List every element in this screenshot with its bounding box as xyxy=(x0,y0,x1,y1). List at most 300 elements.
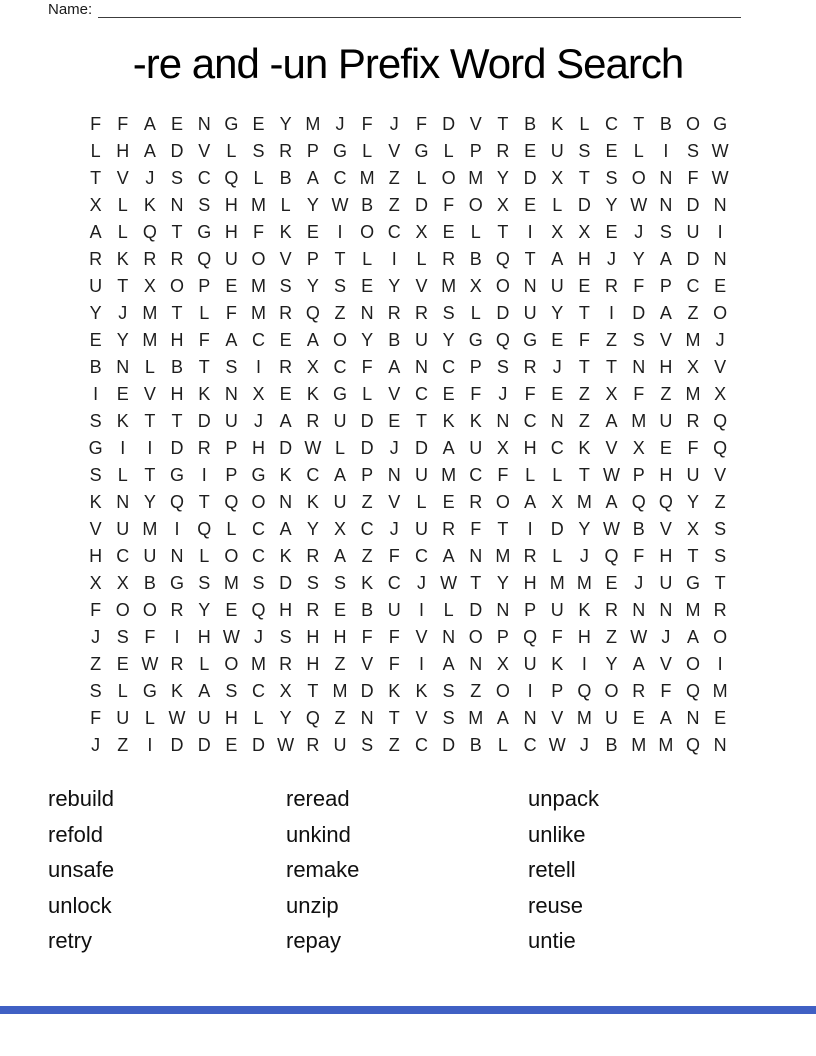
grid-cell-r15-c1: K xyxy=(89,492,102,512)
grid-cell-r13-c21: X xyxy=(632,438,645,458)
grid-cell-r7-c5: P xyxy=(198,276,211,296)
grid-cell-r2-c10: G xyxy=(332,141,347,161)
grid-cell-r2-c19: S xyxy=(578,141,591,161)
grid-cell-r1-c13: F xyxy=(415,114,427,134)
grid-cell-r18-c17: H xyxy=(523,573,537,593)
grid-cell-r17-c12: F xyxy=(388,546,400,566)
grid-cell-r16-c17: I xyxy=(527,519,533,539)
grid-cell-r18-c15: T xyxy=(470,573,482,593)
grid-cell-r2-c7: S xyxy=(252,141,265,161)
grid-cell-r24-c9: R xyxy=(306,735,320,755)
grid-cell-r17-c5: L xyxy=(199,546,210,566)
grid-cell-r15-c5: T xyxy=(198,492,210,512)
grid-cell-r2-c16: R xyxy=(496,141,510,161)
grid-cell-r4-c11: B xyxy=(361,195,374,215)
grid-cell-r18-c8: D xyxy=(279,573,293,593)
word-list-item: unsafe xyxy=(48,857,115,883)
grid-cell-r6-c15: B xyxy=(469,249,482,269)
grid-cell-r4-c15: O xyxy=(468,195,483,215)
grid-cell-r24-c21: M xyxy=(631,735,647,755)
grid-cell-r22-c23: Q xyxy=(686,681,701,701)
grid-cell-r3-c19: T xyxy=(578,168,590,188)
grid-cell-r16-c3: M xyxy=(142,519,158,539)
grid-cell-r3-c11: M xyxy=(359,168,375,188)
grid-cell-r19-c17: P xyxy=(524,600,537,620)
grid-cell-r12-c17: C xyxy=(523,411,537,431)
grid-cell-r4-c2: L xyxy=(117,195,128,215)
grid-cell-r8-c17: U xyxy=(523,303,537,323)
grid-cell-r16-c7: C xyxy=(252,519,266,539)
grid-cell-r23-c3: L xyxy=(144,708,155,728)
grid-cell-r12-c14: K xyxy=(442,411,455,431)
grid-cell-r11-c23: M xyxy=(685,384,701,404)
grid-cell-r23-c4: W xyxy=(168,708,186,728)
grid-cell-r6-c6: U xyxy=(224,249,238,269)
grid-cell-r5-c20: E xyxy=(605,222,618,242)
grid-cell-r18-c22: U xyxy=(659,573,673,593)
word-list-item: retell xyxy=(528,857,576,883)
grid-cell-r4-c10: W xyxy=(331,195,349,215)
grid-cell-r18-c21: J xyxy=(634,573,644,593)
grid-cell-r17-c18: L xyxy=(552,546,563,566)
grid-cell-r1-c16: T xyxy=(497,114,509,134)
grid-cell-r6-c3: R xyxy=(143,249,157,269)
grid-cell-r12-c1: S xyxy=(89,411,102,431)
grid-cell-r1-c9: M xyxy=(305,114,321,134)
grid-cell-r17-c8: K xyxy=(279,546,292,566)
grid-cell-r23-c24: E xyxy=(714,708,727,728)
grid-cell-r17-c16: M xyxy=(495,546,511,566)
grid-cell-r16-c19: Y xyxy=(578,519,591,539)
grid-cell-r1-c5: N xyxy=(197,114,211,134)
grid-cell-r6-c14: R xyxy=(442,249,456,269)
grid-cell-r24-c20: B xyxy=(605,735,618,755)
grid-cell-r21-c24: I xyxy=(717,654,723,674)
grid-cell-r2-c12: V xyxy=(388,141,401,161)
grid-cell-r21-c4: R xyxy=(170,654,184,674)
grid-cell-r5-c6: H xyxy=(224,222,238,242)
grid-cell-r18-c24: T xyxy=(714,573,726,593)
grid-cell-r5-c9: E xyxy=(306,222,319,242)
grid-cell-r8-c8: R xyxy=(279,303,293,323)
grid-cell-r7-c15: X xyxy=(469,276,482,296)
grid-cell-r14-c20: W xyxy=(603,465,621,485)
grid-cell-r10-c5: T xyxy=(198,357,210,377)
grid-cell-r18-c2: X xyxy=(116,573,129,593)
grid-cell-r16-c1: V xyxy=(89,519,102,539)
grid-cell-r2-c5: V xyxy=(198,141,211,161)
grid-cell-r3-c7: L xyxy=(253,168,264,188)
word-list-column xyxy=(48,781,114,959)
grid-cell-r2-c21: L xyxy=(633,141,644,161)
grid-cell-r15-c6: Q xyxy=(224,492,239,512)
grid-cell-r10-c10: C xyxy=(333,357,347,377)
grid-cell-r19-c4: R xyxy=(170,600,184,620)
grid-cell-r7-c18: U xyxy=(550,276,564,296)
grid-cell-r8-c1: Y xyxy=(89,303,102,323)
grid-cell-r17-c1: H xyxy=(89,546,103,566)
grid-cell-r10-c23: X xyxy=(687,357,700,377)
grid-cell-r23-c15: M xyxy=(468,708,484,728)
grid-cell-r6-c7: O xyxy=(251,249,266,269)
grid-cell-r21-c5: L xyxy=(199,654,210,674)
grid-cell-r19-c9: R xyxy=(306,600,320,620)
grid-cell-r3-c18: X xyxy=(551,168,564,188)
word-list-item: remake xyxy=(286,857,360,883)
grid-cell-r9-c15: G xyxy=(468,330,483,350)
grid-cell-r5-c24: I xyxy=(717,222,723,242)
grid-cell-r6-c22: A xyxy=(659,249,672,269)
grid-cell-r20-c5: H xyxy=(197,627,211,647)
grid-cell-r17-c10: A xyxy=(333,546,346,566)
grid-cell-r19-c23: M xyxy=(685,600,701,620)
grid-cell-r7-c4: O xyxy=(170,276,185,296)
grid-cell-r13-c13: D xyxy=(414,438,428,458)
grid-cell-r11-c4: H xyxy=(170,384,184,404)
grid-cell-r23-c12: T xyxy=(388,708,400,728)
grid-cell-r7-c19: E xyxy=(578,276,591,296)
grid-cell-r1-c23: O xyxy=(686,114,701,134)
grid-cell-r16-c4: I xyxy=(174,519,180,539)
grid-cell-r17-c11: Z xyxy=(361,546,373,566)
grid-cell-r2-c15: P xyxy=(469,141,482,161)
grid-cell-r1-c20: C xyxy=(605,114,619,134)
grid-cell-r17-c15: N xyxy=(469,546,483,566)
grid-cell-r15-c12: V xyxy=(388,492,401,512)
grid-cell-r7-c16: O xyxy=(495,276,510,296)
grid-cell-r19-c15: D xyxy=(469,600,483,620)
grid-cell-r16-c18: D xyxy=(550,519,564,539)
grid-cell-r24-c17: C xyxy=(523,735,537,755)
grid-cell-r4-c1: X xyxy=(89,195,102,215)
grid-cell-r14-c2: L xyxy=(117,465,128,485)
grid-cell-r5-c18: X xyxy=(551,222,564,242)
grid-cell-r9-c8: E xyxy=(279,330,292,350)
grid-cell-r11-c9: K xyxy=(306,384,319,404)
grid-cell-r24-c22: M xyxy=(658,735,674,755)
grid-cell-r10-c2: N xyxy=(116,357,130,377)
grid-cell-r18-c13: J xyxy=(416,573,426,593)
name-blank-line xyxy=(98,4,741,18)
grid-cell-r21-c10: Z xyxy=(334,654,346,674)
grid-cell-r18-c14: W xyxy=(440,573,458,593)
grid-cell-r6-c18: A xyxy=(551,249,564,269)
grid-cell-r22-c21: R xyxy=(632,681,646,701)
grid-cell-r8-c11: N xyxy=(360,303,374,323)
grid-cell-r6-c21: Y xyxy=(632,249,645,269)
grid-cell-r20-c11: F xyxy=(361,627,373,647)
grid-cell-r4-c12: Z xyxy=(388,195,400,215)
grid-cell-r15-c9: K xyxy=(306,492,319,512)
grid-cell-r9-c14: Y xyxy=(442,330,455,350)
grid-cell-r7-c12: Y xyxy=(388,276,401,296)
grid-cell-r1-c24: G xyxy=(713,114,728,134)
grid-cell-r21-c8: R xyxy=(279,654,293,674)
grid-cell-r18-c23: G xyxy=(686,573,701,593)
grid-cell-r18-c5: S xyxy=(198,573,211,593)
grid-cell-r13-c20: V xyxy=(605,438,618,458)
grid-cell-r3-c4: S xyxy=(171,168,184,188)
grid-cell-r8-c20: I xyxy=(609,303,615,323)
grid-cell-r20-c23: A xyxy=(687,627,700,647)
grid-cell-r20-c24: O xyxy=(713,627,728,647)
wordsearch-grid xyxy=(82,111,734,759)
grid-cell-r24-c4: D xyxy=(170,735,184,755)
grid-cell-r22-c7: C xyxy=(252,681,266,701)
grid-cell-r16-c13: U xyxy=(414,519,428,539)
grid-cell-r4-c16: X xyxy=(496,195,509,215)
grid-cell-r19-c7: Q xyxy=(251,600,266,620)
grid-cell-r20-c4: I xyxy=(174,627,180,647)
grid-cell-r15-c22: Q xyxy=(658,492,673,512)
grid-cell-r6-c17: T xyxy=(524,249,536,269)
grid-cell-r8-c23: Z xyxy=(687,303,699,323)
grid-cell-r19-c21: N xyxy=(632,600,646,620)
grid-cell-r15-c20: A xyxy=(605,492,618,512)
grid-cell-r4-c6: H xyxy=(224,195,238,215)
grid-cell-r21-c15: N xyxy=(469,654,483,674)
grid-cell-r20-c13: V xyxy=(415,627,428,647)
grid-cell-r11-c8: E xyxy=(279,384,292,404)
grid-cell-r7-c17: N xyxy=(523,276,537,296)
grid-cell-r17-c14: A xyxy=(442,546,455,566)
grid-cell-r1-c15: V xyxy=(469,114,482,134)
grid-cell-r3-c20: S xyxy=(605,168,618,188)
grid-cell-r17-c22: H xyxy=(659,546,673,566)
grid-cell-r15-c17: A xyxy=(524,492,537,512)
grid-cell-r9-c18: E xyxy=(551,330,564,350)
grid-cell-r21-c16: X xyxy=(496,654,509,674)
grid-cell-r16-c9: Y xyxy=(306,519,319,539)
grid-cell-r16-c2: U xyxy=(116,519,130,539)
grid-cell-r12-c24: Q xyxy=(713,411,728,431)
grid-cell-r14-c6: P xyxy=(225,465,238,485)
grid-cell-r3-c12: Z xyxy=(388,168,400,188)
grid-cell-r19-c5: Y xyxy=(198,600,211,620)
grid-cell-r21-c3: W xyxy=(141,654,159,674)
grid-cell-r12-c8: A xyxy=(279,411,292,431)
grid-cell-r20-c17: Q xyxy=(523,627,538,647)
grid-cell-r23-c19: M xyxy=(576,708,592,728)
grid-cell-r13-c2: I xyxy=(120,438,126,458)
grid-cell-r24-c15: B xyxy=(469,735,482,755)
grid-cell-r17-c9: R xyxy=(306,546,320,566)
grid-cell-r3-c2: V xyxy=(116,168,129,188)
grid-cell-r4-c24: N xyxy=(713,195,727,215)
grid-cell-r18-c16: Y xyxy=(496,573,509,593)
grid-cell-r10-c16: S xyxy=(496,357,509,377)
grid-cell-r24-c14: D xyxy=(442,735,456,755)
grid-cell-r13-c5: R xyxy=(197,438,211,458)
grid-cell-r10-c18: J xyxy=(552,357,562,377)
grid-cell-r15-c10: U xyxy=(333,492,347,512)
grid-cell-r7-c24: E xyxy=(714,276,727,296)
grid-cell-r7-c21: F xyxy=(633,276,645,296)
grid-cell-r1-c2: F xyxy=(117,114,129,134)
grid-cell-r20-c1: J xyxy=(91,627,101,647)
grid-cell-r9-c11: Y xyxy=(361,330,374,350)
grid-cell-r13-c11: D xyxy=(360,438,374,458)
grid-cell-r23-c8: Y xyxy=(279,708,292,728)
word-list-item: reuse xyxy=(528,892,584,918)
grid-cell-r7-c20: R xyxy=(605,276,619,296)
grid-cell-r22-c6: S xyxy=(225,681,238,701)
grid-cell-r20-c16: P xyxy=(496,627,509,647)
grid-cell-r14-c9: C xyxy=(306,465,320,485)
name-label: Name: xyxy=(48,1,93,18)
grid-cell-r22-c3: G xyxy=(142,681,157,701)
grid-cell-r10-c6: S xyxy=(225,357,238,377)
grid-cell-r24-c13: C xyxy=(414,735,428,755)
grid-cell-r22-c17: I xyxy=(527,681,533,701)
grid-cell-r19-c1: F xyxy=(90,600,102,620)
grid-cell-r20-c6: W xyxy=(222,627,240,647)
grid-cell-r15-c16: O xyxy=(495,492,510,512)
grid-cell-r17-c13: C xyxy=(414,546,428,566)
word-list-item: rebuild xyxy=(48,786,115,811)
grid-cell-r10-c1: B xyxy=(89,357,102,377)
grid-cell-r6-c9: P xyxy=(306,249,319,269)
grid-cell-r16-c12: J xyxy=(389,519,399,539)
grid-cell-r23-c5: U xyxy=(197,708,211,728)
grid-cell-r12-c6: U xyxy=(224,411,238,431)
grid-cell-r13-c23: F xyxy=(687,438,699,458)
grid-cell-r2-c2: H xyxy=(116,141,130,161)
grid-cell-r4-c23: D xyxy=(686,195,700,215)
grid-cell-r13-c9: W xyxy=(304,438,322,458)
grid-cell-r7-c7: M xyxy=(251,276,267,296)
grid-cell-r9-c24: J xyxy=(715,330,725,350)
grid-cell-r19-c16: N xyxy=(496,600,510,620)
grid-cell-r10-c8: R xyxy=(279,357,293,377)
grid-cell-r6-c1: R xyxy=(89,249,103,269)
grid-cell-r8-c21: D xyxy=(632,303,646,323)
grid-cell-r23-c7: L xyxy=(253,708,264,728)
grid-cell-r15-c21: Q xyxy=(631,492,646,512)
grid-cell-r6-c4: R xyxy=(170,249,184,269)
grid-cell-r4-c22: N xyxy=(659,195,673,215)
grid-cell-r24-c18: W xyxy=(548,735,566,755)
grid-cell-r3-c16: Y xyxy=(496,168,509,188)
grid-cell-r8-c3: M xyxy=(142,303,158,323)
grid-cell-r14-c3: T xyxy=(144,465,156,485)
grid-cell-r22-c1: S xyxy=(89,681,102,701)
grid-cell-r5-c21: J xyxy=(634,222,644,242)
grid-cell-r21-c20: Y xyxy=(605,654,618,674)
grid-cell-r18-c7: S xyxy=(252,573,265,593)
grid-cell-r5-c3: Q xyxy=(142,222,157,242)
grid-cell-r16-c23: X xyxy=(687,519,700,539)
grid-cell-r8-c9: Q xyxy=(305,303,320,323)
grid-cell-r2-c3: A xyxy=(143,141,156,161)
grid-cell-r9-c5: F xyxy=(198,330,210,350)
grid-cell-r5-c7: F xyxy=(253,222,265,242)
grid-cell-r4-c5: S xyxy=(198,195,211,215)
grid-cell-r13-c17: H xyxy=(523,438,537,458)
grid-cell-r4-c19: D xyxy=(577,195,591,215)
grid-cell-r2-c9: P xyxy=(306,141,319,161)
grid-cell-r2-c20: E xyxy=(605,141,618,161)
grid-cell-r16-c8: A xyxy=(279,519,292,539)
grid-cell-r23-c18: V xyxy=(551,708,564,728)
grid-cell-r10-c3: L xyxy=(144,357,155,377)
grid-cell-r5-c19: X xyxy=(578,222,591,242)
grid-cell-r9-c16: Q xyxy=(495,330,510,350)
grid-cell-r8-c15: L xyxy=(470,303,481,323)
grid-cell-r20-c3: F xyxy=(144,627,156,647)
grid-cell-r8-c5: L xyxy=(199,303,210,323)
grid-cell-r5-c5: G xyxy=(197,222,212,242)
grid-cell-r12-c20: A xyxy=(605,411,618,431)
grid-cell-r7-c6: E xyxy=(225,276,238,296)
grid-cell-r8-c4: T xyxy=(171,303,183,323)
grid-cell-r3-c13: L xyxy=(416,168,427,188)
grid-cell-r10-c4: B xyxy=(171,357,184,377)
grid-cell-r9-c4: H xyxy=(170,330,184,350)
grid-cell-r22-c11: D xyxy=(360,681,374,701)
grid-cell-r7-c13: V xyxy=(415,276,428,296)
grid-cell-r19-c13: I xyxy=(418,600,424,620)
grid-cell-r15-c11: Z xyxy=(361,492,373,512)
grid-cell-r2-c17: E xyxy=(524,141,537,161)
word-list-item: unzip xyxy=(286,892,339,918)
grid-cell-r22-c14: S xyxy=(442,681,455,701)
grid-cell-r24-c7: D xyxy=(252,735,266,755)
grid-cell-r11-c22: Z xyxy=(660,384,672,404)
grid-cell-r18-c6: M xyxy=(223,573,239,593)
grid-cell-r24-c24: N xyxy=(713,735,727,755)
grid-cell-r12-c18: N xyxy=(550,411,564,431)
grid-cell-r18-c3: B xyxy=(143,573,156,593)
grid-cell-r23-c2: U xyxy=(116,708,130,728)
grid-cell-r19-c18: U xyxy=(550,600,564,620)
grid-cell-r15-c19: M xyxy=(576,492,592,512)
grid-cell-r18-c9: S xyxy=(306,573,319,593)
grid-cell-r11-c3: V xyxy=(143,384,156,404)
grid-cell-r4-c13: D xyxy=(414,195,428,215)
grid-cell-r15-c4: Q xyxy=(170,492,185,512)
grid-cell-r9-c19: F xyxy=(578,330,590,350)
grid-cell-r7-c9: Y xyxy=(306,276,319,296)
name-row xyxy=(48,1,741,18)
grid-cell-r1-c7: E xyxy=(252,114,265,134)
word-list-item: unkind xyxy=(286,821,351,847)
grid-cell-r21-c23: O xyxy=(686,654,701,674)
grid-cell-r22-c10: M xyxy=(332,681,348,701)
grid-cell-r9-c22: V xyxy=(659,330,672,350)
grid-cell-r7-c22: P xyxy=(659,276,672,296)
grid-cell-r13-c24: Q xyxy=(713,438,728,458)
grid-cell-r16-c21: B xyxy=(632,519,645,539)
grid-cell-r22-c4: K xyxy=(171,681,184,701)
grid-cell-r9-c3: M xyxy=(142,330,158,350)
grid-cell-r16-c5: Q xyxy=(197,519,212,539)
grid-cell-r9-c6: A xyxy=(225,330,238,350)
grid-cell-r4-c9: Y xyxy=(306,195,319,215)
grid-cell-r22-c18: P xyxy=(551,681,564,701)
grid-cell-r13-c14: A xyxy=(442,438,455,458)
grid-cell-r20-c8: S xyxy=(279,627,292,647)
grid-cell-r20-c21: W xyxy=(630,627,648,647)
grid-cell-r5-c16: T xyxy=(497,222,509,242)
grid-cell-r7-c1: U xyxy=(89,276,103,296)
word-list-column xyxy=(528,781,599,959)
grid-cell-r15-c8: N xyxy=(279,492,293,512)
word-list-item: reread xyxy=(286,786,350,811)
grid-cell-r14-c15: C xyxy=(469,465,483,485)
grid-cell-r3-c21: O xyxy=(631,168,646,188)
grid-cell-r19-c20: R xyxy=(605,600,619,620)
